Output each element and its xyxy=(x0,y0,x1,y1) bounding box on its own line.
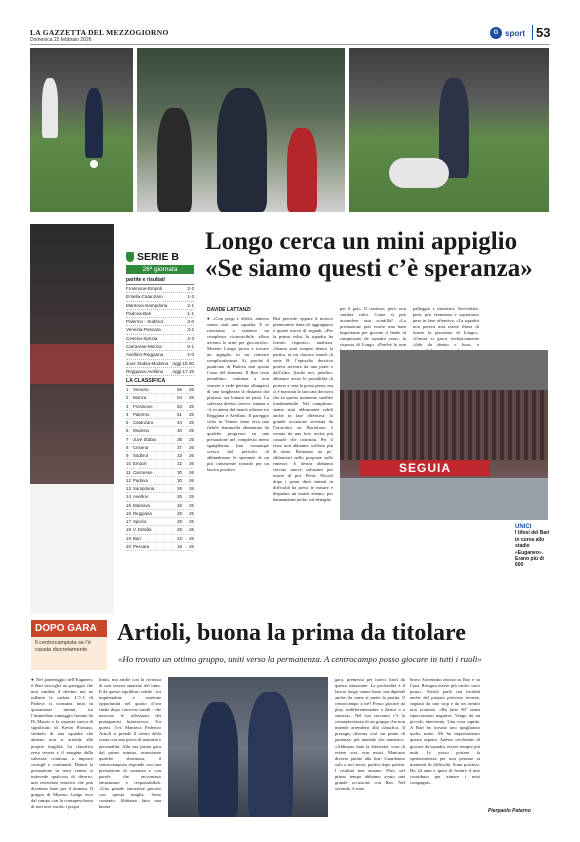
standings-pos: 8 xyxy=(126,444,129,450)
fans-banner: SEGUIA xyxy=(360,460,490,476)
standings-g: 26 xyxy=(189,387,194,392)
standings-pos: 15 xyxy=(126,502,131,508)
article2-signature: Pierpaolo Paterno xyxy=(488,808,531,814)
standings-pos: 14 xyxy=(126,494,131,500)
standings-team: Cesena xyxy=(133,444,149,450)
standings-team: Catanzaro xyxy=(133,420,154,425)
article2-subheadline: «Ho trovato un ottimo gruppo, uniti verso la permanenza. A centrocampo posso giocare in tutti i ruoli» xyxy=(118,654,482,664)
standings-team: Empoli xyxy=(133,461,147,467)
standings-pos: 12 xyxy=(126,477,131,483)
standings-team: V. Entella xyxy=(133,527,152,533)
standings-pos: 6 xyxy=(126,428,129,434)
standings-g: 26 xyxy=(189,502,194,508)
standings-g: 25 xyxy=(189,510,194,516)
standings-g: 26 xyxy=(189,420,194,425)
article1-column-3-cont xyxy=(340,524,422,616)
result-match: Carrarese-Monza xyxy=(126,344,162,350)
standings-pts: 56 xyxy=(177,387,182,392)
standings-row xyxy=(126,535,194,543)
standings-row xyxy=(126,518,194,526)
article2-column-3: gara, premessa per tirarci fuori da questa situazione. La profondità è il lancio lungo vanno bene, ma dipende anche da come si mette la partita. Il centrocampo a tre? Posso giocare da play, indifferentemente a destra o a sinistra». Nel suo racconto c’è la consapevolezza di un gruppo che non intende arrendersi alla classifica. Il presagio diventa così un punto di partenza, più mentale che numerico. «Abbiamo dato la direzione, cose di essere vivi, non morti. Mancano diverse partite alla fine. Guardiamo solo a noi stessi, partita dopo partita. I risultati non aiutano. Però, nel primo tempo abbiamo avuto una grande occasione con Rao. Nel secondo, è stato xyxy=(335,677,405,791)
standings-team: Monza xyxy=(133,395,147,401)
result-match: Palermo - Südtirol xyxy=(126,319,163,325)
standings-pts: 38 xyxy=(177,436,182,442)
result-row xyxy=(126,368,194,376)
article1-column-4: palleggio e iniziativa. Servirebbe, però, più veemenza e soprattutto peso in fase offensiva. «La squadra non poteva mai essere libera di tenere la pressione di Longo». «Ormai si gioca esclusivamente «fide da dentro o fuori, e xyxy=(413,306,479,348)
standings-pos: 20 xyxy=(126,543,131,549)
result-match: Venezia-Pescara xyxy=(126,327,161,333)
result-row xyxy=(126,326,194,334)
photo-match-action-right xyxy=(349,48,549,212)
standings-pos: 16 xyxy=(126,510,131,516)
result-row xyxy=(126,335,194,343)
result-match: Avellino-Reggiana xyxy=(126,352,164,358)
standings-team: Frosinone xyxy=(133,403,153,409)
standings-team: Südtirol xyxy=(133,453,148,458)
standings-pts: 54 xyxy=(177,395,182,401)
standings-g: 25 xyxy=(189,428,194,434)
standings-pts: 25 xyxy=(177,510,182,516)
photo-fans-column xyxy=(30,224,114,614)
standings-row xyxy=(126,444,194,452)
result-row xyxy=(126,351,194,359)
result-score: 0-1 xyxy=(187,344,194,350)
standings-pos: 1 xyxy=(126,387,129,392)
photo-bari-fans-curva xyxy=(340,350,548,520)
result-score: 1-1 xyxy=(187,310,194,316)
standings-row xyxy=(126,477,194,485)
standings-pts: 40 xyxy=(177,428,182,434)
standings-team: Mantova xyxy=(133,502,150,508)
article2-column-1: ● Nel pomeriggio dell’Euganeo, il Bari raccoglie un pareggio che non cambia il destino ma ne rallenta la caduta. L’1-1 di Padova si consuma tutto in quarantasei minuti, tra l’immediato vantaggio firmato da Di Marzio e la risposta carica di significato di Kevin Pitosino, simbolo di una squadra che almeno non si arrende alle proprie fragilità. La classifica resta severa e il margine dalla salvezza continua a imporre consigli e continuità. Dentro la prestazione in terra veneta si intravede qualcosa di diverso, una resistenza emotiva che può diventare base per il domani. Il gruppo di Moreno Longo esce dal campo con la consapevolezza di non aver risolto i propri xyxy=(31,677,93,809)
standings-g: 25 xyxy=(189,436,194,442)
standings-row xyxy=(126,427,194,435)
result-match: Reggiana-Avellino xyxy=(126,368,164,374)
standings-team: Palermo xyxy=(133,411,150,417)
standings-g: 26 xyxy=(189,444,194,450)
result-row xyxy=(126,302,194,310)
standings-pts: 30 xyxy=(177,477,182,483)
standings-team: Spezia xyxy=(133,519,147,524)
results-list xyxy=(126,285,194,376)
result-row xyxy=(126,293,194,301)
standings-team: Pescara xyxy=(133,543,150,549)
standings-g: 26 xyxy=(189,477,194,483)
header-divider xyxy=(30,44,550,45)
standings-g: 26 xyxy=(189,543,194,549)
standings-g: 26 xyxy=(189,527,194,533)
dopo-gara-kicker xyxy=(31,620,107,670)
serie-b-shield-icon xyxy=(126,252,134,262)
standings-g: 26 xyxy=(189,519,194,524)
result-score: 3-2 xyxy=(187,327,194,333)
standings-pos: 17 xyxy=(126,519,131,524)
standings-pos: 4 xyxy=(126,411,129,417)
kicker-label: DOPO GARA xyxy=(31,620,107,637)
standings-pts: 51 xyxy=(177,411,182,417)
result-score: 2-0 xyxy=(187,352,194,358)
article1-headline: Longo cerca un mini appiglio «Se siamo questi c’è speranza» xyxy=(205,228,533,282)
result-score: 1-3 xyxy=(187,294,194,300)
standings-header: LA CLASSIFICA xyxy=(126,378,194,386)
standings-row xyxy=(126,411,194,419)
standings-pos: 9 xyxy=(126,453,129,458)
photo-match-action-left xyxy=(30,48,133,212)
standings-g: 25 xyxy=(189,494,194,500)
standings-pos: 5 xyxy=(126,420,129,425)
article2-column-2: limiti, ma anche con la certezza di non essersi smarrito del tutto. E da questo equilibrio sottile - tra inquietudine e reazione opportunità nel quarto d’ora finale dopo i nervosi cambi - che nascono le riflessioni dei protagonisti biancorossi. Tra questi, l’ex Mantova Federico Artioli si prende il centro della scena con una prova di maturità e personalità. Alla sua prima gara dal primo minuto, nonostante qualche sbavatura, il centrocampista risponde con una prestazione di sostanza e con parole che raccontano entusiasmo e responsabilità. «Una grande emozione giocare con questa maglia. Sono contento. Abbiamo fatto una buona xyxy=(99,677,161,809)
section-logo-icon: G xyxy=(490,27,502,39)
standings-pos: 10 xyxy=(126,461,131,467)
article1-author: DAVIDE LATTANZI xyxy=(207,307,251,313)
standings-pts: 32 xyxy=(177,461,182,467)
photo-caption-text: I tifosi del Bari in curva allo stadio «Euganeo». Erano più di 600 xyxy=(515,530,550,569)
standings-team: Venezia xyxy=(133,387,149,392)
standings-pos: 2 xyxy=(126,395,129,401)
standings-pts: 25 xyxy=(177,527,182,533)
standings-pts: 26 xyxy=(177,502,182,508)
standings-pts: 18 xyxy=(177,543,182,549)
standings-pts: 53 xyxy=(177,403,182,409)
article2-headline: Artioli, buona la prima da titolare xyxy=(117,620,466,646)
section-name: sport xyxy=(505,28,525,38)
standings-g: 26 xyxy=(189,469,194,475)
standings-row xyxy=(126,526,194,534)
standings-pts: 25 xyxy=(177,519,182,524)
article1-column-3: per il gol». Il contesto, però, non cambia volto. Come si può accendere una scintilla? «La prestazione può essere una base importante per giocare il finale di campionato da squadra vera», la risposta di Longo. «Perché lo non xyxy=(340,306,406,348)
standings-team: Reggiana xyxy=(133,510,152,516)
result-score: 3-0 xyxy=(187,319,194,325)
standings-pts: 33 xyxy=(177,453,182,458)
standings-pos: 3 xyxy=(126,403,129,409)
standings-row xyxy=(126,436,194,444)
standings-team: Modena xyxy=(133,428,149,434)
standings-pts: 26 xyxy=(177,494,182,500)
serie-b-results-box xyxy=(126,251,194,376)
standings-row xyxy=(126,460,194,468)
result-match: Mantova-Sampdoria xyxy=(126,302,168,308)
standings-g: 26 xyxy=(189,411,194,417)
standings-row xyxy=(126,394,194,402)
standings-g: 26 xyxy=(189,395,194,401)
result-match: Entella-Catanzaro xyxy=(126,294,163,300)
results-header: partite e risultati xyxy=(126,277,194,285)
standings-team: Sampdoria xyxy=(133,486,155,491)
photo-artioli-celebration xyxy=(168,677,328,817)
giornata-label: 26ª giornata xyxy=(126,265,194,274)
result-score: oggi 17.15 xyxy=(172,368,194,374)
standings-row xyxy=(126,543,194,551)
result-row xyxy=(126,343,194,351)
standings-g: 26 xyxy=(189,453,194,458)
standings-row xyxy=(126,502,194,510)
standings-pts: 22 xyxy=(177,535,182,541)
standings-table xyxy=(126,378,194,551)
photo-coach xyxy=(137,48,345,212)
standings-list xyxy=(126,386,194,551)
standings-pos: 11 xyxy=(126,469,131,475)
standings-team: Padova xyxy=(133,477,148,483)
result-match: Juve Stabia-Modena xyxy=(126,360,169,366)
standings-row xyxy=(126,419,194,427)
standings-row xyxy=(126,452,194,460)
result-score: 2-1 xyxy=(187,302,194,308)
standings-row xyxy=(126,403,194,411)
result-score: oggi 15.00 xyxy=(172,360,194,366)
result-match: Frosinone-Empoli xyxy=(126,286,162,291)
standings-g: 26 xyxy=(189,486,194,491)
photo-caption-head: UNICI xyxy=(515,524,532,530)
result-score: 2-2 xyxy=(187,286,194,291)
standings-pts: 30 xyxy=(177,469,182,475)
kicker-sub: Il centrocampista se l’è cavata discretamente xyxy=(35,640,91,653)
article1-column-4-cont xyxy=(428,524,510,616)
masthead: LA GAZZETTA DEL MEZZOGIORNO xyxy=(30,28,169,37)
article1-column-2: Bisì precede, eppure il tecnico piemontese tenta di aggrapparsi a quiete tracce di segnali. «Per la prima volta, la squadra ha fornito risposte», analizza. «Siamo stati sempre dentro la partita, in un classico match di serie B: l’episodio decisivo poteva arrivare da una parte o dall’altra. Anche noi, peraltro, abbiamo avuto le possibilità di portare a casa la posta piena, ma ci è mancata la stoccata decisiva che in questo momento sarebbe fondamentale. Nel complesso, siamo stati abbastanza solidi anche in fase difensiva: la grande occasione sventata da Cerofolini su Bortolussi è venuta da una loro uscita più casuale che costruita. Per il resto non abbiamo sofferto più di tanto. Restiamo un po’ sbilanciati nello proposte sulle rimesse. A destra abbiamo cercato nuove soluzioni per essere di più: Pietri, Piccoli dopo i primi dieci minuti in difficoltà ha preso le misure e disputato un match attento, pur dannandomi molto sul dettaglio xyxy=(273,316,333,503)
standings-team: Avellino xyxy=(133,494,149,500)
page-number: 53 xyxy=(532,25,550,40)
standings-g: 26 xyxy=(189,403,194,409)
standings-pos: 13 xyxy=(126,486,131,491)
standings-pts: 37 xyxy=(177,444,182,450)
standings-row xyxy=(126,493,194,501)
standings-row xyxy=(126,510,194,518)
result-score: 2-3 xyxy=(187,335,194,341)
section-label xyxy=(490,27,525,39)
issue-date: Domenica 22 febbraio 2026 xyxy=(30,37,92,43)
standings-pos: 7 xyxy=(126,436,129,442)
standings-pos: 19 xyxy=(126,535,131,541)
photo-caption xyxy=(515,524,551,569)
standings-pos: 18 xyxy=(126,527,131,533)
standings-row xyxy=(126,386,194,394)
standings-row xyxy=(126,469,194,477)
result-row xyxy=(126,318,194,326)
article1-column-1: ● «Con pregi e difetti, almeno siamo stati una squadra. E se riusciamo a ottenere un complesso riconoscibile, allora avremo le armi per giocarcela». Moreno Longo prova a trovare un appiglio in un contesto complicatissimo. Si, perché il punticino di Padova non sposta l’asse del dramma. Il Bari resta penultimo, continua a non vincere e vede persino allungarsi di una lunghezza la distanza dai playout, ora lontani tre passi. La salvezza diretta, invece, rimane a -4, in attesa del match odierno tra Reggiana e Avellino. Il pareggio colto in Veneto tiene viva una flebile fiammella alimentata da qualche progresso su una prestazione nel complesso meno sgangherata (ma comunque scevra dal pericolo di abbandonare le speranze di un più consistente tornado per un lascito positivo. xyxy=(207,316,269,473)
standings-team: Bari xyxy=(133,535,141,541)
standings-g: 26 xyxy=(189,461,194,467)
result-row xyxy=(126,310,194,318)
standings-team: Juve Stabia xyxy=(133,436,156,442)
article2-column-4: bravo Sorrentino ancora su Rao e su Cuni. Bisogna essere più cattivi sotto porta». Artioli parla con lucidità anche del proprio percorso recente, segnato da uno stop e da un rientro non scontato. «Ho fatto 90’ senza ripercussioni negative. Vengo da un piccolo intervento. Una cosa rapida. A Bari ho trovato uno spogliatoio molto unito. Mi ha impressionato questo aspetto. Adesso cerchiamo di giocare da squadra, essere sempre più uniti. Io posso portare la spensieratezza per non pensare ai momenti di difficoltà. Sono positivo. Ho 24 anni e spero di fornire il mio contributo per aiutare i miei compagni». xyxy=(410,677,480,785)
standings-team: Carrarese xyxy=(133,469,153,475)
serie-b-title: SERIE B xyxy=(126,251,194,263)
result-row xyxy=(126,285,194,293)
standings-row xyxy=(126,485,194,493)
standings-pts: 26 xyxy=(177,486,182,491)
result-match: Cesena-Spezia xyxy=(126,335,158,341)
result-match: Padova-Bari xyxy=(126,310,152,316)
standings-g: 26 xyxy=(189,535,194,541)
result-row xyxy=(126,360,194,368)
standings-pts: 44 xyxy=(177,420,182,425)
